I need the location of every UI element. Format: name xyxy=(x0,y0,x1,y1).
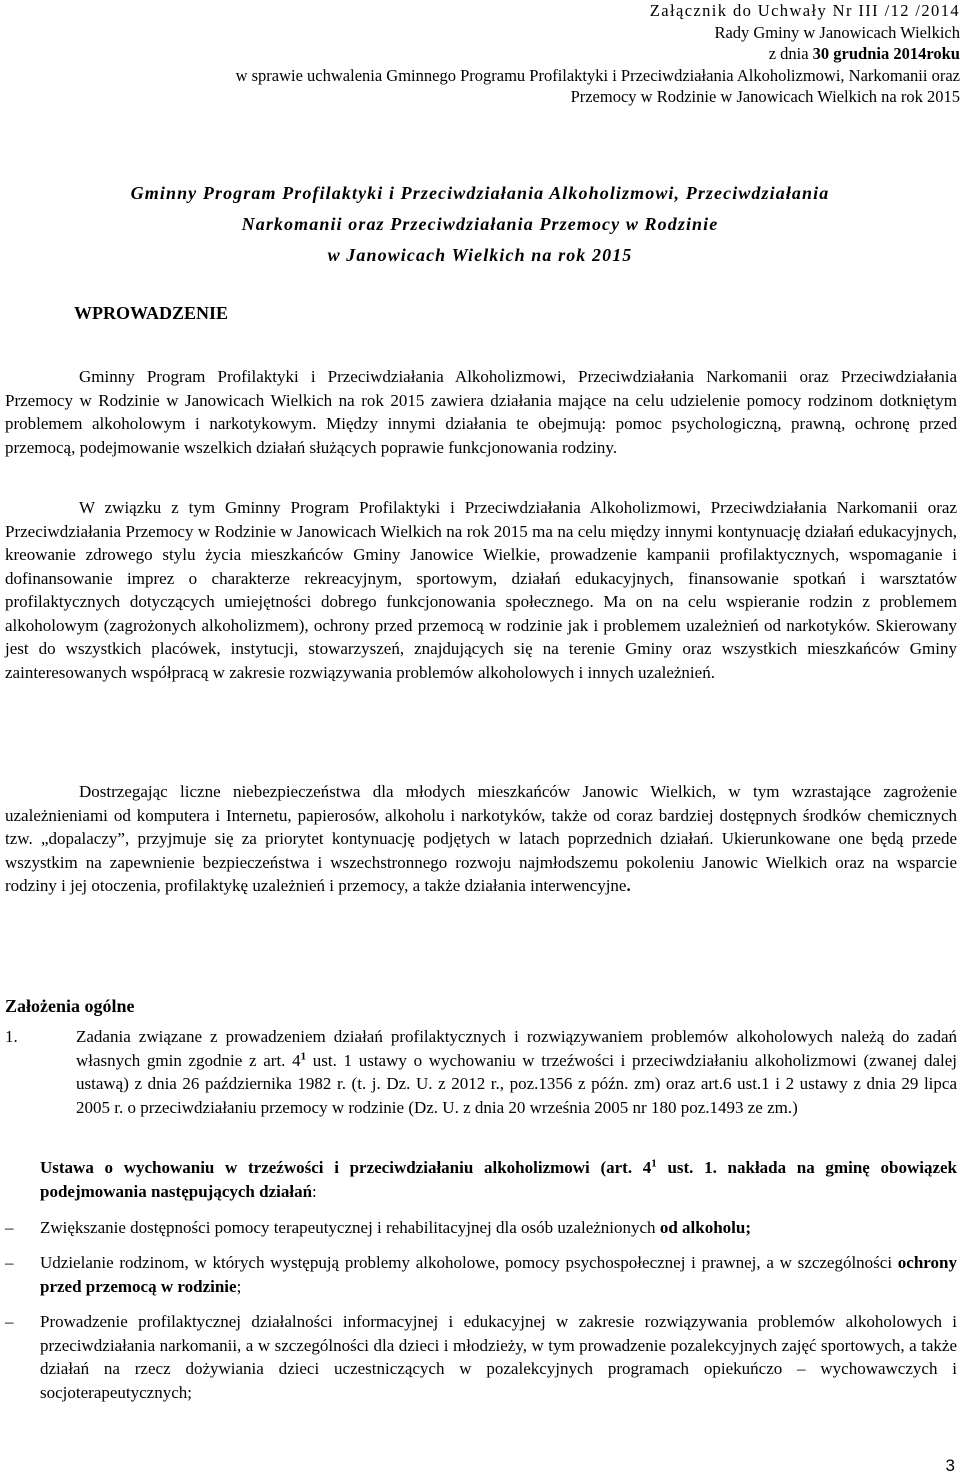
header-date: 30 grudnia 2014roku xyxy=(812,44,960,63)
intro-paragraph-1 xyxy=(5,365,957,459)
paragraph-2-text: W związku z tym Gminny Program Profilaktyki i Przeciwdziałania Alkoholizmowi, Przeciwdziałania Narkomanii oraz Przeciwdziałania Przemocy w Rodzinie w Janowicach Wielkich na rok 2015 ma na celu między innymi kontynuację działań edukacyjnych, kreowanie zdrowego stylu życia mieszkańców Gminy Janowice Wielkie, prowadzenie kampanii profilaktycznych, wspomaganie i dofinansowanie imprez o charakterze rekreacyjnym, sportowym, działań edukacyjnych, finansowanie spotkań i warsztatów profilaktycznych dotyczących umiejętności dobrego funkcjonowania społecznego. Ma on na celu wspieranie rodzin z problemem alkoholowym (zagrożonych alkoholizmem), ochrony przed przemocą w rodzinie jak i problemem uzależnień od narkotyków. Skierowany jest do wszystkich placówek, instytucji, stowarzyszeń, znajdujących się na terenie Gminy oraz wszystkich mieszkańców Gminy zainteresowanych współpracą w zakresie rozwiązywania problemów alkoholowych i innych uzależnień. xyxy=(5,498,957,682)
law-text-b: ust. 1. nakłada na gminę obowiązek podejmowania następujących działań xyxy=(40,1158,957,1201)
page-number: 3 xyxy=(945,1455,955,1475)
dash-item-1-bold: od alkoholu; xyxy=(659,1218,751,1237)
law-statement xyxy=(40,1156,957,1203)
dash-item-2-bold: ochrony przed przemocą w rodzinie xyxy=(40,1253,957,1296)
header-line-5: Przemocy w Rodzinie w Janowicach Wielkich na rok 2015 xyxy=(570,87,960,106)
paragraph-1-text: Gminny Program Profilaktyki i Przeciwdziałania Alkoholizmowi, Przeciwdziałania Narkomanii oraz Przeciwdziałania Przemocy w Rodzinie w Janowicach Wielkich na rok 2015 zawiera działania mające na celu udzielenie pomocy rodzinom dotkniętym problemem alkoholowym i narkotykowym. Między innymi działania te obejmują: pomoc psychologiczną, prawną, ochronę przed przemocą, podejmowanie wszelkich działań służących poprawie funkcjonowania rodziny. xyxy=(5,367,957,457)
item-1-text-a: Zadania związane z prowadzeniem działań profilaktycznych i rozwiązywaniem problemów alkoholowych należą do zadań własnych gmin zgodnie z art. 4 xyxy=(76,1027,957,1070)
paragraph-3-main: Dostrzegając liczne niebezpieczeństwa dla młodych mieszkańców Janowic Wielkich, w tym wzrastające zagrożenie uzależnieniami od komputera i Internetu, papierosów, alkoholu i narkotyków, także od coraz bardziej dostępnych środków chemicznych tzw. „dopalaczy”, przyjmuje się za priorytet kontynuację podjętych w latach poprzednich działań. Ukierunkowane one będą przede wszystkim na zapewnienie bezpieczeństwa i wszechstronnego rozwoju najmłodszemu pokoleniu Janowic Wielkich oraz na wsparcie rodziny i jej otoczenia, profilaktykę uzależnień i przemocy, a także działania interwencyjne xyxy=(5,782,957,895)
dash-list-item-2 xyxy=(5,1251,957,1298)
title-line-3: w Janowicach Wielkich na rok 2015 xyxy=(327,245,633,265)
dash-list-item-3 xyxy=(5,1310,957,1404)
intro-paragraph-3 xyxy=(5,780,957,898)
item-1-superscript: 1 xyxy=(300,1049,307,1062)
item-1-text-b: ust. 1 ustawy o wychowaniu w trzeźwości i przeciwdziałaniu alkoholizmowi (zwanej dalej ustawą) z dnia 26 października 1982 r. (t. j. Dz. U. z 2012 r., poz.1356 z późn. zm) oraz art.6 ust.1 i 2 ustawy z dnia 29 lipca 2005 r. o przeciwdziałaniu przemocy w rodzinie (Dz. U. z dnia 20 września 2005 nr 180 poz.1493 ze zm.) xyxy=(76,1050,957,1117)
header-line-3 xyxy=(0,43,960,65)
law-tail: : xyxy=(312,1181,317,1201)
header-date-prefix: z dnia xyxy=(768,44,813,63)
dash-bullet: – xyxy=(5,1253,14,1272)
dash-item-text xyxy=(40,1216,957,1240)
intro-paragraph-2 xyxy=(5,496,957,684)
attachment-header xyxy=(0,0,960,108)
dash-item-3-text: Prowadzenie profilaktycznej działalności informacyjnej i edukacyjnej w zakresie rozwiązywania problemów alkoholowych i przeciwdziałania narkomanii, a w szczególności dla dzieci i młodzieży, w tym prowadzenie pozalekcyjnych zajęć sportowych, a także działań na rzecz dożywiania dzieci uczestniczących w pozalekcyjnych programach opiekuńczo – wychowawczych i socjoterapeutycznych; xyxy=(40,1312,957,1402)
header-line-2: Rady Gminy w Janowicach Wielkich xyxy=(714,22,960,42)
dash-bullet: – xyxy=(5,1218,14,1237)
paragraph-3-text xyxy=(5,780,957,898)
item-number: 1. xyxy=(5,1027,18,1046)
dash-item-text xyxy=(40,1251,957,1298)
dash-list-item-1 xyxy=(5,1216,957,1240)
item-1-text xyxy=(76,1025,957,1119)
dash-bullet: – xyxy=(5,1312,14,1331)
dash-item-text xyxy=(40,1310,957,1404)
dash-item-2-after: ; xyxy=(236,1276,242,1296)
title-line-1: Gminny Program Profilaktyki i Przeciwdziałania Alkoholizmowi, Przeciwdziałania xyxy=(130,183,830,203)
header-line-1: Załącznik do Uchwały Nr III /12 /2014 xyxy=(649,1,960,20)
dash-item-1-text: Zwiększanie dostępności pomocy terapeutycznej i rehabilitacyjnej dla osób uzależnionych xyxy=(40,1218,660,1237)
document-title xyxy=(0,178,960,271)
general-assumptions-heading: Założenia ogólne xyxy=(5,996,135,1016)
intro-heading: WPROWADZENIE xyxy=(74,303,229,323)
numbered-item-1 xyxy=(5,1025,957,1119)
law-superscript: 1 xyxy=(651,1157,657,1170)
title-line-2: Narkomanii oraz Przeciwdziałania Przemocy w Rodzinie xyxy=(241,214,719,234)
paragraph-3-end: . xyxy=(626,876,631,895)
dash-item-2-text: Udzielanie rodzinom, w których występują problemy alkoholowe, pomocy psychospołecznej i prawnej, a w szczególności xyxy=(40,1253,898,1272)
law-text-a: Ustawa o wychowaniu w trzeźwości i przeciwdziałaniu alkoholizmowi (art. 4 xyxy=(40,1158,652,1177)
header-line-4: w sprawie uchwalenia Gminnego Programu Profilaktyki i Przeciwdziałania Alkoholizmowi, Narkomanii oraz xyxy=(235,65,960,85)
